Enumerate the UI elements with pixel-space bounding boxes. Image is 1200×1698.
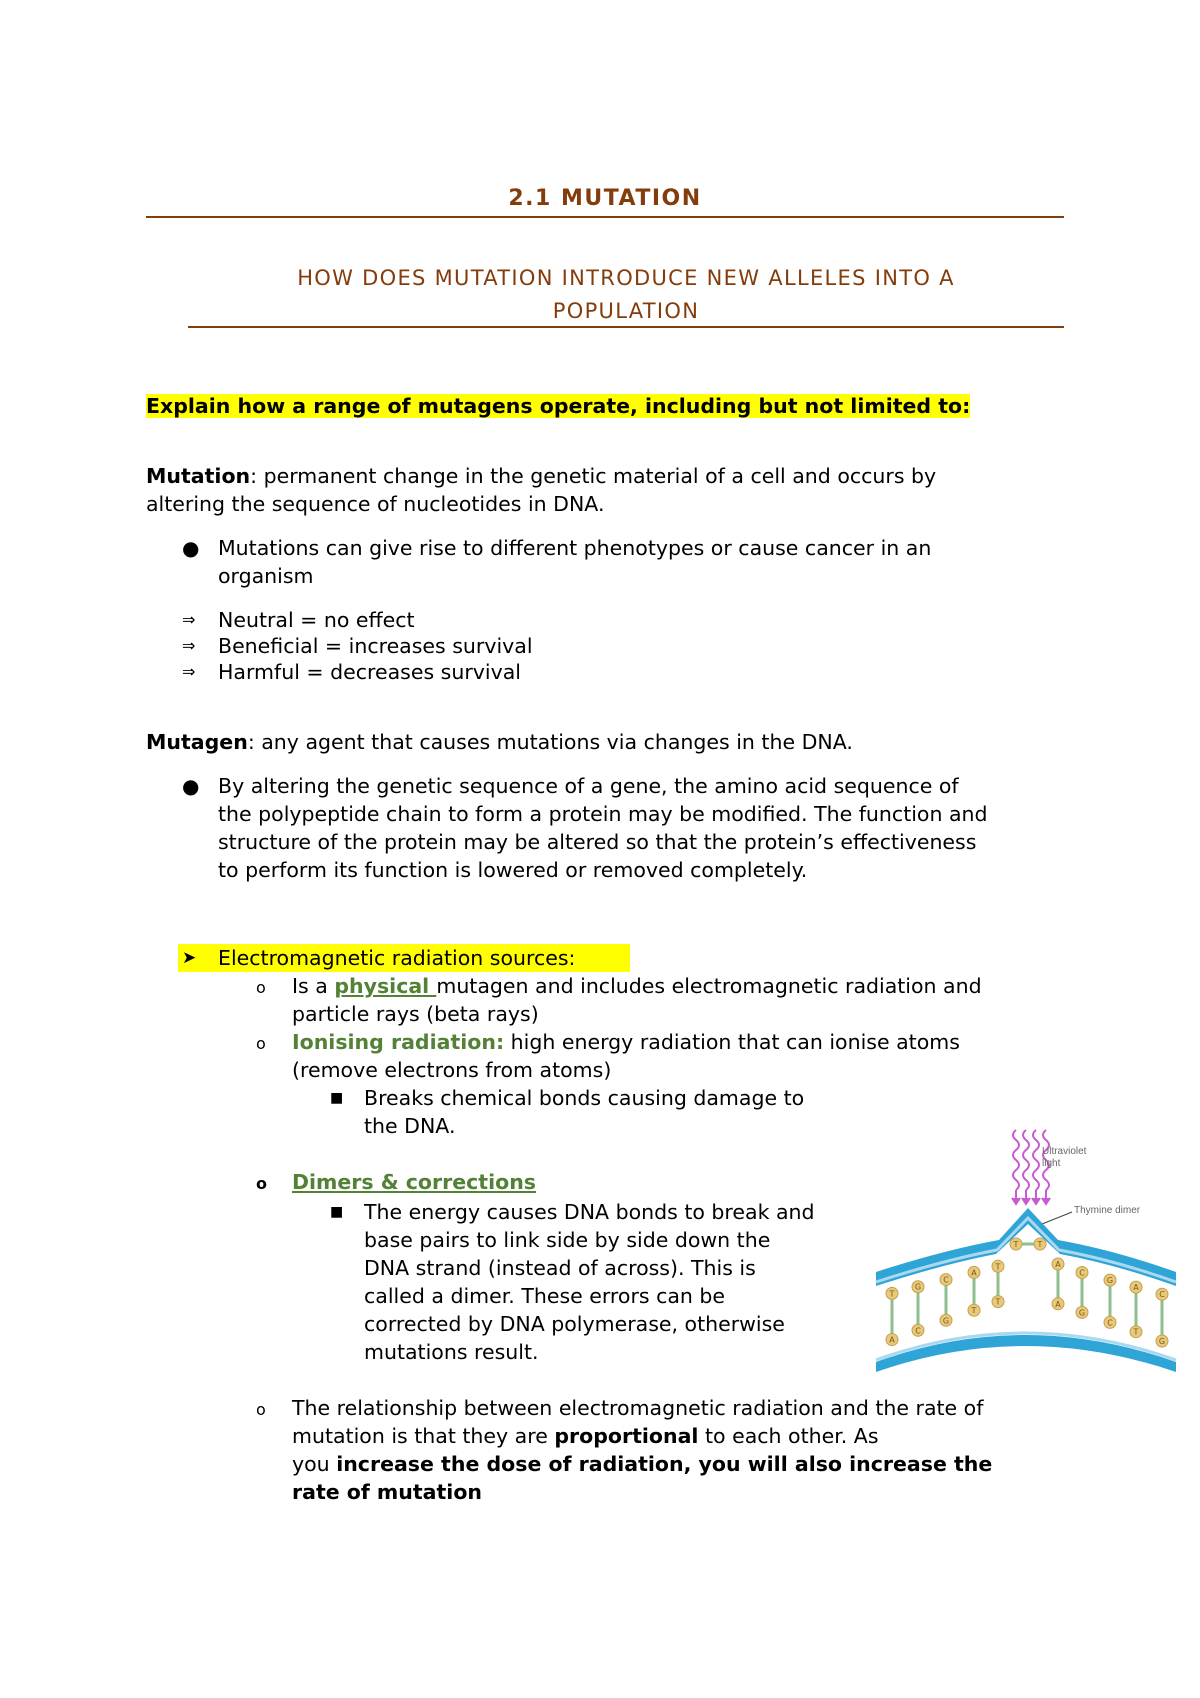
rel-line3-bold: increase the dose of radiation, you will also increase the [336,1452,993,1476]
rel-post: to each other. As [698,1424,879,1448]
relationship-line-4: rate of mutation [292,1480,483,1504]
double-arrow-icon: ⇒ [182,662,196,681]
ionising-line-2: (remove electrons from atoms) [292,1058,612,1082]
uv-label-1: Ultraviolet [1042,1146,1087,1157]
double-arrow-icon: ⇒ [182,636,196,655]
arrowhead-icon: ➤ [182,948,197,968]
physical-line-1 [292,972,982,1000]
nucleotide-letter: T [995,1262,1001,1272]
subtitle-divider [188,326,1064,328]
mutagen-def-text: : any agent that causes mutations via changes in the DNA. [247,730,853,754]
mutagen-bullet-line-4: to perform its function is lowered or removed completely. [218,858,808,882]
nucleotide-letter: A [889,1335,895,1345]
dimer-line-6: mutations result. [364,1340,539,1364]
nucleotide-letter: G [914,1282,922,1292]
dimer-line-5: corrected by DNA polymerase, otherwise [364,1312,785,1336]
physical-term: physical [334,974,437,998]
dimer-pointer [1042,1212,1072,1224]
nucleotide-letter: T [971,1306,977,1316]
nucleotide-letter: G [1106,1276,1114,1286]
subtitle-line-2: POPULATION [552,299,700,323]
subtitle-line-1: HOW DOES MUTATION INTRODUCE NEW ALLELES INTO A [297,266,955,290]
nucleotide-letter: C [1159,1290,1165,1300]
thymine-letter: T [1037,1240,1043,1249]
effect-harmful: Harmful = decreases survival [218,660,521,684]
nucleotide-letter: T [1133,1327,1139,1337]
bullet-icon: ● [182,536,200,560]
nucleotide-letter: A [971,1268,977,1278]
mutation-bullet-line-1: Mutations can give rise to different phenotypes or cause cancer in an [218,536,932,560]
rel-proportional: proportional [554,1424,699,1448]
physical-pre: Is a [292,974,335,998]
mutation-def-text: : permanent change in the genetic material of a cell and occurs by [250,464,937,488]
dna-lower-strand [876,1335,1176,1372]
circle-bullet-icon: o [256,1400,266,1419]
nucleotide-letter: G [942,1316,950,1326]
effect-beneficial: Beneficial = increases survival [218,634,533,658]
intro-highlight: Explain how a range of mutagens operate, including but not limited to: [146,394,971,418]
square-bullet-icon: ■ [330,1204,344,1220]
nucleotide-letter: A [1055,1260,1061,1269]
circle-bullet-icon: o [256,978,266,997]
breaks-line-1: Breaks chemical bonds causing damage to [364,1086,805,1110]
physical-post: mutagen and includes electromagnetic radiation and [436,974,982,998]
rel-pre: mutation is that they are [292,1424,555,1448]
relationship-line-3 [292,1450,992,1478]
nucleotide-letter: C [1107,1318,1113,1328]
mutagen-term: Mutagen [146,730,248,754]
physical-line-2: particle rays (beta rays) [292,1002,539,1026]
nucleotide-letter: C [915,1326,921,1336]
double-arrow-icon: ⇒ [182,610,196,629]
nucleotide-letter: T [995,1297,1001,1307]
page-title: 2.1 MUTATION [508,186,702,211]
dimer-line-2: base pairs to link side by side down the [364,1228,771,1252]
dimer-line-1: The energy causes DNA bonds to break and [364,1200,815,1224]
relationship-line-1: The relationship between electromagnetic radiation and the rate of [292,1396,984,1420]
circle-bullet-icon: o [256,1034,266,1053]
square-bullet-icon: ■ [330,1090,344,1106]
ionising-line-1 [292,1028,960,1056]
thymine-dimer-figure [874,1112,1180,1372]
intro-heading [146,392,970,420]
dimers-heading: Dimers & corrections [292,1170,536,1194]
ionising-post: high energy radiation that can ionise atoms [504,1030,960,1054]
mutagen-definition [146,728,853,756]
effect-neutral: Neutral = no effect [218,608,415,632]
base-pairs [886,1238,1168,1347]
mutation-term: Mutation [146,464,251,488]
mutagen-bullet-line-3: structure of the protein may be altered so that the protein’s effectiveness [218,830,977,854]
nucleotide-letter: G [1158,1336,1166,1346]
dna-upper-strand-highlight [876,1218,1176,1282]
rel-line3-pre: you [292,1452,337,1476]
dimer-label: Thymine dimer [1074,1205,1141,1216]
nucleotide-letter: C [1079,1268,1085,1278]
thymine-letter: T [1013,1240,1019,1249]
nucleotide-letter: A [1133,1283,1139,1293]
em-heading: Electromagnetic radiation sources: [218,946,576,970]
bullet-icon: ● [182,774,200,798]
mutation-def-line-2: altering the sequence of nucleotides in DNA. [146,492,605,516]
relationship-line-2 [292,1422,879,1450]
mutagen-bullet-line-1: By altering the genetic sequence of a gene, the amino acid sequence of [218,774,959,798]
mutation-definition [146,462,936,490]
nucleotide-letter: G [1078,1308,1086,1318]
nucleotide-letter: C [943,1275,949,1285]
circle-bullet-icon: o [256,1174,267,1193]
dimer-line-4: called a dimer. These errors can be [364,1284,726,1308]
nucleotide-letter: T [889,1289,895,1299]
page-subtitle [146,262,1106,328]
uv-label-2: light [1042,1158,1061,1169]
mutagen-bullet-line-2: the polypeptide chain to form a protein may be modified. The function and [218,802,988,826]
title-divider [146,216,1064,218]
nucleotide-letter: A [1055,1299,1061,1309]
breaks-line-2: the DNA. [364,1114,456,1138]
ionising-term: Ionising radiation: [292,1030,505,1054]
mutation-bullet-line-2: organism [218,564,314,588]
dimer-line-3: DNA strand (instead of across). This is [364,1256,756,1280]
